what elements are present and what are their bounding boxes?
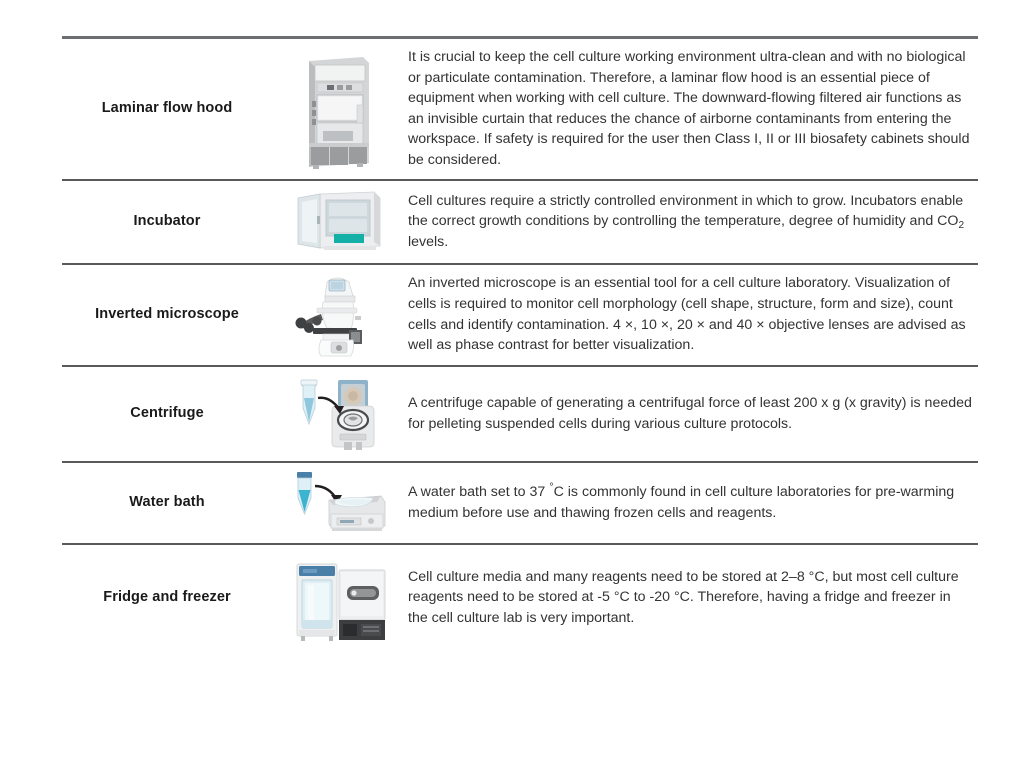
equipment-description: It is crucial to keep the cell culture working environment ultra-clean and with no biological or particulate contamination. Therefore, a laminar flow hood is an essential piece of equipment when working with cell culture. The downward-flowing filtered air functions as an invisible curtain that reduces the chance of airborne contaminants from entering the workspace. If safety is required for the user then Class I, II or III biosafety cabinets should be considered.	[408, 49, 970, 168]
degree-symbol: °	[549, 481, 554, 494]
equipment-name-label: Water bath	[129, 493, 205, 510]
image-wrapper	[272, 367, 402, 461]
equipment-description-cell	[402, 180, 978, 264]
equipment-name-cell	[62, 462, 272, 544]
co2-subscript: 2	[958, 220, 965, 232]
equipment-description: An inverted microscope is an essential tool for a cell culture laboratory. Visualization of cells is required to monitor cell morphology (cell shape, structure, form and size), count cells and identify contamination. 4 ×, 10 ×, 20 × and 40 × objective lenses are advised as well as phase contrast for better visualization.	[408, 275, 966, 354]
table-row	[62, 264, 978, 366]
equipment-description-cell	[402, 544, 978, 651]
equipment-image-cell	[272, 38, 402, 180]
fridge-and-freezer-image	[281, 552, 393, 644]
equipment-name-label: Incubator	[133, 212, 201, 229]
equipment-description	[402, 183, 978, 261]
description-text-part-2: levels.	[408, 233, 449, 250]
table-row	[62, 38, 978, 180]
description-text-part-2: C is commonly found in cell culture laboratories for pre-warming medium before use and thawing frozen cells and reagents.	[408, 483, 955, 521]
image-wrapper	[272, 545, 402, 651]
equipment-name-cell	[62, 366, 272, 462]
equipment-description: Cell culture media and many reagents need to be stored at 2–8 °C, but most cell culture reagents need to be stored at -5 °C to -20 °C. Therefore, having a fridge and freezer in the cell culture lab is very important.	[408, 568, 959, 626]
equipment-description-cell	[402, 264, 978, 366]
incubator-image	[290, 188, 384, 256]
image-wrapper	[272, 40, 402, 178]
equipment-name-cell	[62, 180, 272, 264]
equipment-image-cell	[272, 462, 402, 544]
equipment-name-cell	[62, 38, 272, 180]
image-wrapper	[272, 265, 402, 365]
equipment-name-label: Laminar flow hood	[101, 100, 233, 116]
equipment-description: A centrifuge capable of generating a centrifugal force of least 200 x g (x gravity) is needed for pelleting suspended cells during various culture protocols.	[408, 394, 972, 432]
image-wrapper	[272, 181, 402, 263]
equipment-image-cell	[272, 264, 402, 366]
equipment-description	[402, 474, 978, 531]
equipment-image-cell	[272, 544, 402, 651]
equipment-name-label: Inverted microscope	[95, 305, 239, 322]
equipment-name-cell	[62, 264, 272, 366]
table-row	[62, 462, 978, 544]
description-text-part-1: A water bath set to 37	[408, 483, 550, 500]
equipment-description-cell	[402, 366, 978, 462]
laminar-flow-hood-image	[297, 47, 377, 171]
water-bath-image	[285, 470, 389, 536]
equipment-name-label: Centrifuge	[130, 404, 204, 421]
table-row	[62, 180, 978, 264]
equipment-table	[62, 36, 978, 651]
equipment-description-cell	[402, 38, 978, 180]
equipment-image-cell	[272, 366, 402, 462]
table-row	[62, 366, 978, 462]
table-row	[62, 544, 978, 651]
equipment-name-cell	[62, 544, 272, 651]
equipment-description-cell	[402, 462, 978, 544]
inverted-microscope-image	[287, 272, 387, 358]
image-wrapper	[272, 463, 402, 543]
equipment-name-label: Fridge and freezer	[103, 588, 231, 605]
description-text-part-1: Cell cultures require a strictly controlled environment in which to grow. Incubators enable the correct growth conditions by controlling the temperature, degree of humidity and CO	[408, 192, 964, 230]
centrifuge-image	[292, 374, 382, 454]
equipment-image-cell	[272, 180, 402, 264]
